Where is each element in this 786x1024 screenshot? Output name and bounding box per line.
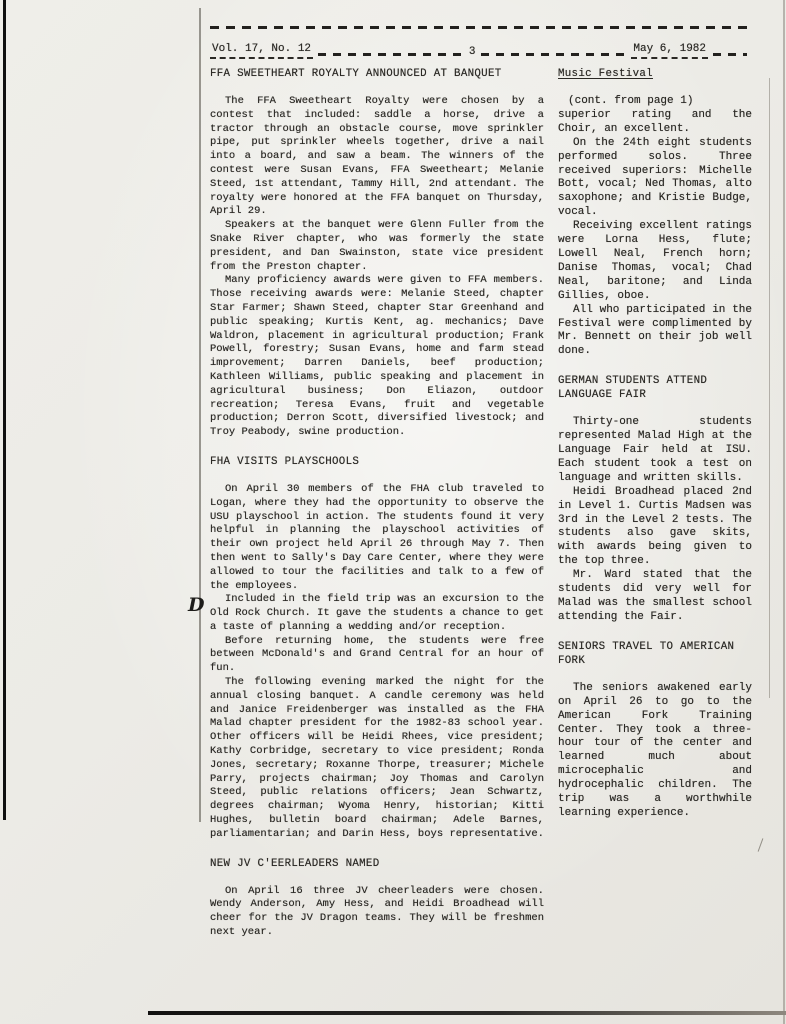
music-festival-title: Music Festival [558,68,653,80]
date-label: May 6, 1982 [631,42,708,59]
volume-label: Vol. 17, No. 12 [210,42,313,59]
left-fold-line [199,8,201,822]
right-column [558,67,752,821]
article-heading-music-festival [558,67,752,81]
article-paragraph: Speakers at the banquet were Glenn Fuller from the Snake River chapter, who was formerly the state president, and Dan Swainston, state vice president from the Preston chapter. [210,219,544,273]
top-dashed-rule [210,26,752,29]
article-paragraph: Thirty-one students represented Malad High at the Language Fair held at ISU. Each student took a test on language and written skills. [558,416,752,484]
article-paragraph: Receiving excellent ratings were Lorna Hess, flute; Lowell Neal, French horn; Danise Thomas, vocal; Chad Neal, baritone; and Linda Gillies, oboe. [558,220,752,302]
page-number: 3 [468,46,476,58]
article-paragraph: Mr. Ward stated that the students did very well for Malad was the smallest school attending the Fair. [558,569,752,623]
article-paragraph: The FFA Sweetheart Royalty were chosen by a contest that included: saddle a horse, drive a tractor through an obstacle course, move sprinkler pipe, put sprinkler wheels together, drive a nail into a board, and saw a beam. The winners of the contest were Susan Evans, FFA Sweetheart; Melanie Steed, 1st attendant, Tammy Hill, 2nd attendant. The royalty were honored at the FFA banquet on Thursday, April 29. [210,95,544,218]
handwritten-margin-mark: D [188,594,205,616]
article-paragraph: superior rating and the Choir, an excellent. [558,108,752,135]
article-paragraph: On April 16 three JV cheerleaders were chosen. Wendy Anderson, Amy Hess, and Heidi Broadhead will cheer for the JV Dragon teams. They will be freshmen next year. [210,884,544,939]
article-paragraph: The following evening marked the night for the annual closing banquet. A candle ceremony was held and Janice Freidenberger was installed as the FHA Malad chapter president for the 1982-83 school year. Other officers will be Heidi Rhees, vice president; Kathy Corbridge, secretary to vice president; Ronda Jones, secretary; Roxanne Thorpe, treasurer; Michele Parry, projects chairman; Joy Thomas and Carolyn Steed, public relations officers; Jean Schwartz, degrees chairman; Wyoma Henry, historian; Kitti Hughes, bulletin board chairman; Adele Barnes, parliamentarian; and Darin Hess, boys representative. [210,676,544,840]
article-heading-ffa-royalty: FFA SWEETHEART ROYALTY ANNOUNCED AT BANQUET [210,68,502,80]
article-heading-seniors-travel: SENIORS TRAVEL TO AMERICAN FORK [558,640,735,667]
header-dash-filler [713,53,747,56]
article-paragraph: Before returning home, the students were free between McDonald's and Grand Central for an hour of fun. [210,634,544,675]
article-heading-fha-playschools: FHA VISITS PLAYSCHOOLS [210,455,360,468]
page-content [210,26,752,940]
article-heading-jv-cheerleaders: NEW JV C'EERLEADERS NAMED [210,857,380,870]
article-paragraph: Heidi Broadhead placed 2nd in Level 1. Curtis Madsen was 3rd in the Level 2 tests. The students also gave skits, with awards being given to the top three. [558,485,752,568]
left-edge-line [3,0,6,820]
two-column-body [210,67,752,940]
article-paragraph: The seniors awakened early on April 26 to go to the American Fork Training Center. They took a three-hour tour of the center and learned much about microcephalic and hydrocephalic children. The trip was a worthwhile learning experience. [558,681,752,819]
page-header [210,42,752,59]
article-paragraph: On April 30 members of the FHA club traveled to Logan, where they had the opportunity to observe the USU playschool in action. The students found it very helpful in planning the playschool activities of their own project held April 26 through May 7. Then then went to Sally's Day Care Center, where they were allowed to tour the facilities and talk to a few of the employees. [210,482,544,592]
continued-from-note: (cont. from page 1) [568,95,694,107]
header-dash-filler [481,53,627,56]
article-paragraph: On the 24th eight students performed solos. Three received superiors: Michelle Bott, vocal; Ned Thomas, alto saxophone; and Kristie Budge, vocal. [558,136,752,219]
header-dash-filler [318,53,464,56]
right-inner-fold-line [769,78,770,698]
article-heading-language-fair: GERMAN STUDENTS ATTEND LANGUAGE FAIR [558,375,708,402]
right-edge-line [783,0,785,1024]
scan-artifact-mark [758,838,764,851]
article-paragraph: Included in the field trip was an excursion to the Old Rock Church. It gave the students a chance to get a taste of planning a wedding and/or reception. [210,593,544,633]
bottom-page-rule [148,1011,786,1015]
article-paragraph: All who participated in the Festival were complimented by Mr. Bennett on their job well done. [558,303,752,358]
left-column [210,67,544,940]
article-paragraph: Many proficiency awards were given to FFA members. Those receiving awards were: Melanie Steed, chapter Star Farmer; Shawn Steed, chapter Star Greenhand and public speaking; Kurtis Kent, ag. mechanics; Dave Waldron, placement in agricultural production; Frank Powell, forestry; Susan Evans, home and farm stead improvement; Darren Daniels, beef production; Kathleen Williams, public speaking and placement in agricultural business; Don Eliazon, outdoor recreation; Teresa Evans, fruit and vegetable production; Derron Scott, diversified livestock; and Troy Peabody, swine production. [210,274,544,439]
